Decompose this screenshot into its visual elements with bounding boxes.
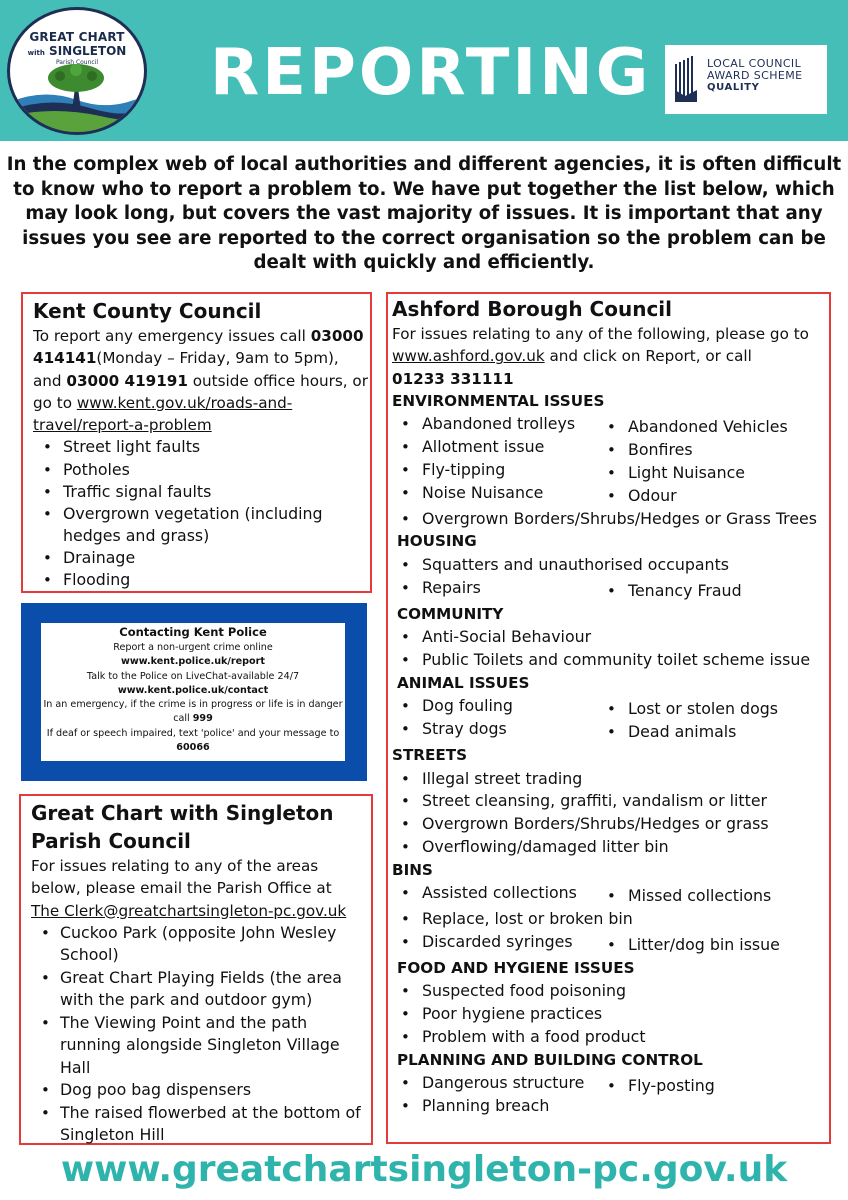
- parish-council-section: [31, 799, 371, 1147]
- police-line: Report a non-urgent crime online: [113, 642, 273, 653]
- planning-heading: PLANNING AND BUILDING CONTROL: [397, 1050, 703, 1069]
- kent-issue-list: [33, 436, 369, 591]
- list-item: • Street light faults: [33, 436, 369, 458]
- list-item: • Assisted collections: [392, 882, 598, 905]
- environmental-issues-list: [392, 508, 828, 531]
- police-emergency-line: In an emergency, if the crime is in progress or life is in danger call 999: [43, 699, 343, 725]
- intro-paragraph: In the complex web of local authorities and different agencies, it is often difficult to know who to report a problem to. We have put together the list below, which may look long, but covers the vast majority of issues. It is important that any issues you see are reported to the correct organisation so the problem can be dealt with quickly and efficiently.: [6, 154, 842, 273]
- header-banner: [0, 0, 848, 141]
- housing-heading: HOUSING: [397, 532, 477, 551]
- community-list: [392, 626, 828, 672]
- housing-col-2: [598, 577, 828, 603]
- list-item: • Overgrown Borders/Shrubs/Hedges or Grass Trees: [392, 508, 828, 531]
- list-item: • Lost or stolen dogs: [598, 698, 828, 721]
- animal-issues-columns: [392, 695, 828, 744]
- list-item: • Potholes: [33, 459, 369, 481]
- list-item: • Fly-tipping: [392, 459, 598, 482]
- bins-col-1b: [392, 931, 598, 957]
- bins-col-2b: [598, 931, 828, 957]
- list-item: • Tenancy Fraud: [598, 580, 828, 603]
- ashford-website-link[interactable]: www.ashford.gov.uk: [392, 347, 545, 366]
- list-item: • Flooding: [33, 569, 369, 591]
- environmental-issues-columns: [392, 413, 828, 507]
- bins-columns-2: [392, 931, 828, 957]
- community-heading: COMMUNITY: [397, 604, 504, 623]
- list-item: • Cuckoo Park (opposite John Wesley School): [31, 922, 371, 967]
- planning-col-2: [598, 1072, 828, 1118]
- list-item: • Anti-Social Behaviour: [392, 626, 828, 649]
- list-item: • Replace, lost or broken bin: [392, 908, 828, 931]
- list-item: • Overgrown vegetation (including hedges and grass): [33, 503, 369, 547]
- list-item: • Fly-posting: [598, 1075, 828, 1098]
- footer-website-link[interactable]: www.greatchartsingleton-pc.gov.uk: [60, 1149, 788, 1190]
- list-item: • Planning breach: [392, 1095, 598, 1118]
- housing-col-1: [392, 577, 598, 603]
- ashford-description: For issues relating to any of the following, please go to www.ashford.gov.uk and click on Report, or call: [392, 325, 809, 366]
- list-item: • Dog poo bag dispensers: [31, 1079, 371, 1102]
- award-line-1: LOCAL COUNCIL: [707, 57, 802, 70]
- list-item: • Great Chart Playing Fields (the area with the park and outdoor gym): [31, 967, 371, 1012]
- parish-area-list: [31, 922, 371, 1147]
- animal-col-2: [598, 695, 828, 744]
- list-item: • Squatters and unauthorised occupants: [392, 554, 828, 577]
- kent-county-council-section: [33, 297, 369, 591]
- list-item: • Repairs: [392, 577, 598, 600]
- streets-list: [392, 768, 828, 859]
- list-item: • Allotment issue: [392, 436, 598, 459]
- list-item: • Poor hygiene practices: [392, 1003, 828, 1026]
- police-title: Contacting Kent Police: [119, 625, 267, 639]
- list-item: • Illegal street trading: [392, 768, 828, 791]
- list-item: • Bonfires: [598, 439, 828, 462]
- parish-email-link[interactable]: The Clerk@greatchartsingleton-pc.gov.uk: [31, 901, 347, 920]
- police-text-number: 60066: [176, 742, 210, 754]
- police-report-link[interactable]: www.kent.police.uk/report: [121, 656, 265, 668]
- ashford-phone: 01233 331111: [392, 369, 514, 388]
- kent-report-link[interactable]: www.kent.gov.uk/roads-and-travel/report-a-problem: [33, 393, 293, 435]
- bins-col-1: [392, 882, 598, 908]
- list-item: • Overflowing/damaged litter bin: [392, 836, 828, 859]
- bins-list: [392, 908, 828, 931]
- logo-text-parish-council: Parish Council: [55, 59, 99, 66]
- list-item: • Abandoned Vehicles: [598, 416, 828, 439]
- list-item: • Light Nuisance: [598, 462, 828, 485]
- ashford-borough-council-section: [392, 295, 828, 1118]
- police-text-line: If deaf or speech impaired, text 'police' and your message to 60066: [46, 727, 340, 754]
- ashford-heading: Ashford Borough Council: [392, 297, 673, 321]
- bins-columns: [392, 882, 828, 908]
- list-item: • Dangerous structure: [392, 1072, 598, 1095]
- list-item: • The Viewing Point and the path running alongside Singleton Village Hall: [31, 1012, 371, 1080]
- police-contact-link[interactable]: www.kent.police.uk/contact: [117, 684, 269, 696]
- award-line-3: QUALITY: [707, 82, 760, 93]
- list-item: • Overgrown Borders/Shrubs/Hedges or grass: [392, 813, 828, 836]
- police-emergency-number: 999: [192, 713, 213, 725]
- kent-police-info: [41, 623, 345, 761]
- list-item: • Problem with a food product: [392, 1026, 828, 1049]
- housing-columns: [392, 577, 828, 603]
- list-item: • Dog fouling: [392, 695, 598, 718]
- award-bars-icon: [675, 56, 701, 102]
- parish-heading: Great Chart with Singleton Parish Council: [31, 801, 334, 853]
- list-item: • Discarded syringes: [392, 931, 598, 954]
- housing-list: [392, 554, 828, 577]
- list-item: • Street cleansing, graffiti, vandalism or litter: [392, 790, 828, 813]
- parish-description: For issues relating to any of the areas below, please email the Parish Office at: [31, 857, 332, 898]
- bins-heading: BINS: [392, 860, 433, 879]
- kent-emergency-phone: 03000 414141: [33, 327, 364, 368]
- streets-heading: STREETS: [392, 746, 468, 765]
- list-item: • Suspected food poisoning: [392, 980, 828, 1003]
- logo-text-singleton: with SINGLETON: [27, 44, 127, 58]
- list-item: • Dead animals: [598, 721, 828, 744]
- tree-landscape-icon: [10, 10, 144, 132]
- list-item: • Drainage: [33, 547, 369, 569]
- kent-police-panel: [21, 603, 367, 781]
- list-item: • The raised flowerbed at the bottom of Singleton Hill: [31, 1102, 371, 1147]
- quality-award-badge: [665, 45, 827, 114]
- parish-logo: [7, 7, 147, 135]
- logo-text-great-chart: GREAT CHART: [29, 30, 125, 44]
- food-hygiene-heading: FOOD AND HYGIENE ISSUES: [397, 958, 635, 977]
- animal-col-1: [392, 695, 598, 744]
- kent-out-of-hours-phone: 03000 419191: [66, 371, 188, 390]
- kent-description: To report any emergency issues call 03000 414141(Monday – Friday, 9am to 5pm), and 03000 419191 outside office hours, or go to www.kent.gov.uk/roads-and-travel/report-a-problem: [33, 327, 368, 435]
- planning-col-1: [392, 1072, 598, 1118]
- list-item: • Traffic signal faults: [33, 481, 369, 503]
- list-item: • Missed collections: [598, 885, 828, 908]
- environmental-col-2: [598, 413, 828, 507]
- animal-issues-heading: ANIMAL ISSUES: [397, 673, 530, 692]
- list-item: • Abandoned trolleys: [392, 413, 598, 436]
- page-title: REPORTING: [210, 36, 652, 110]
- list-item: • Public Toilets and community toilet scheme issue: [392, 649, 828, 672]
- list-item: • Stray dogs: [392, 718, 598, 741]
- food-hygiene-list: [392, 980, 828, 1048]
- list-item: • Noise Nuisance: [392, 482, 598, 505]
- police-line: Talk to the Police on LiveChat-available 24/7: [86, 670, 300, 682]
- kent-heading: Kent County Council: [33, 299, 262, 323]
- planning-columns: [392, 1072, 828, 1118]
- list-item: • Litter/dog bin issue: [598, 934, 828, 957]
- award-line-2: AWARD SCHEME: [707, 69, 803, 82]
- environmental-col-1: [392, 413, 598, 507]
- bins-col-2: [598, 882, 828, 908]
- list-item: • Odour: [598, 485, 828, 508]
- environmental-issues-heading: ENVIRONMENTAL ISSUES: [392, 391, 605, 410]
